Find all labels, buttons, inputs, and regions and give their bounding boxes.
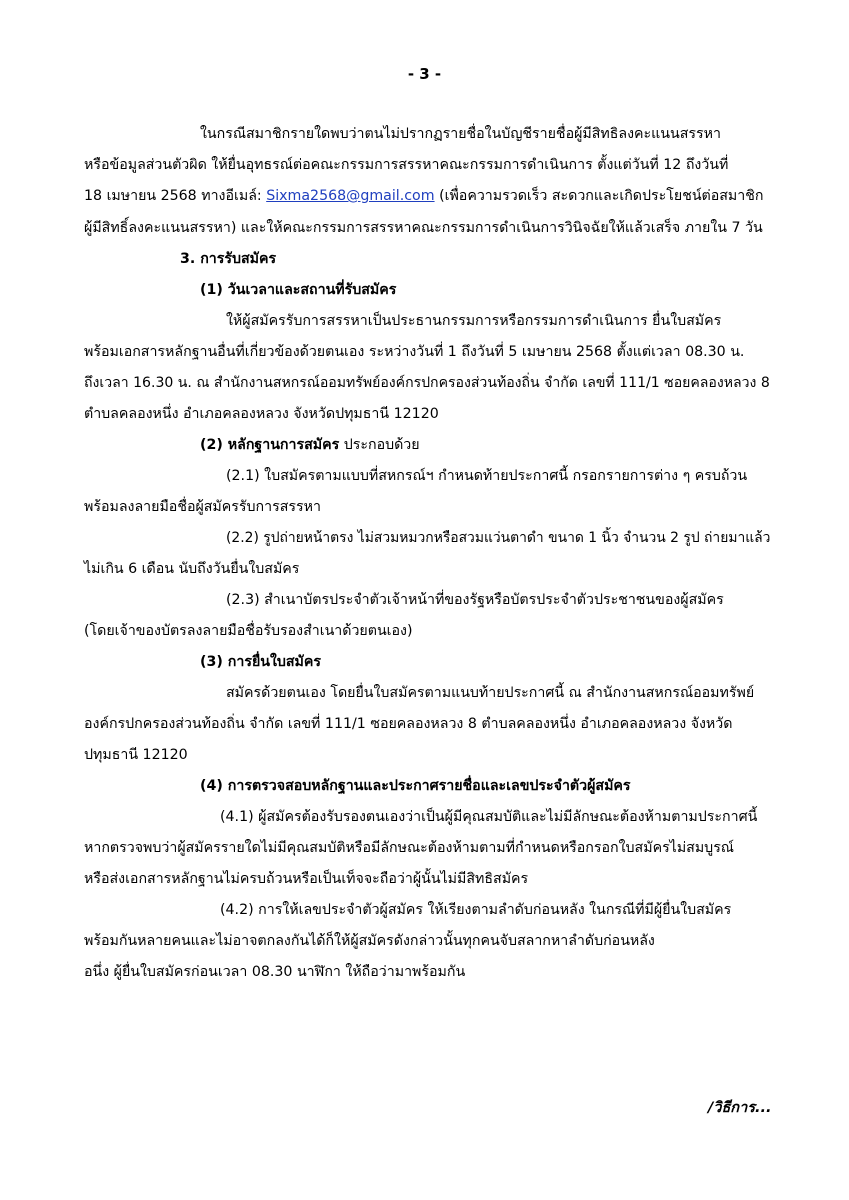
sub3-line-1: สมัครด้วยตนเอง โดยยื่นใบสมัครตามแนบท้ายประกาศนี้ ณ สำนักงานสหกรณ์ออมทรัพย์ (226, 685, 755, 701)
intro-line-4: ผู้มีสิทธิ์ลงคะแนนสรรหา) และให้คณะกรรมการสรรหาคณะกรรมการดำเนินการวินิจฉัยให้แล้วเสร็จ ภายใน 7 วัน (84, 220, 763, 236)
sub3-line-2: องค์กรปกครองส่วนท้องถิ่น จำกัด เลขที่ 111/1 ซอยคลองหลวง 8 ตำบลคลองหนึ่ง อำเภอคลองหลวง จังหวัด (84, 716, 733, 732)
sub2-heading-suffix: ประกอบด้วย (339, 437, 420, 453)
sub2-item3-line-1: (2.3) สำเนาบัตรประจำตัวเจ้าหน้าที่ของรัฐหรือบัตรประจำตัวประชาชนของผู้สมัคร (226, 592, 724, 608)
email-link[interactable]: Sixma2568@gmail.com (266, 188, 435, 204)
intro-line-1: ในกรณีสมาชิกรายใดพบว่าตนไม่ปรากฏรายชื่อในบัญชีรายชื่อผู้มีสิทธิลงคะแนนสรรหา (200, 126, 721, 142)
sub1-line-2: พร้อมเอกสารหลักฐานอื่นที่เกี่ยวข้องด้วยตนเอง ระหว่างวันที่ 1 ถึงวันที่ 5 เมษายน 2568 ตั้งแต่เวลา 08.30 น. (84, 344, 745, 360)
sub2-heading: (2) หลักฐานการสมัคร (200, 437, 340, 453)
page-number: - 3 - (407, 65, 442, 83)
section-3-heading: 3. การรับสมัคร (180, 251, 277, 267)
continuation-note: /วิธีการ... (708, 1100, 772, 1116)
intro-line-3-before: 18 เมษายน 2568 ทางอีเมล์: (84, 188, 267, 204)
sub3-heading: (3) การยื่นใบสมัคร (200, 654, 322, 670)
sub2-item1-line-2: พร้อมลงลายมือชื่อผู้สมัครรับการสรรหา (84, 499, 321, 515)
sub4-item1-line-3: หรือส่งเอกสารหลักฐานไม่ครบถ้วนหรือเป็นเท็จจะถือว่าผู้นั้นไม่มีสิทธิสมัคร (84, 871, 529, 887)
sub1-line-3: ถึงเวลา 16.30 น. ณ สำนักงานสหกรณ์ออมทรัพย์องค์กรปกครองส่วนท้องถิ่น จำกัด เลขที่ 111/1 ซอยคลองหลวง 8 (84, 375, 770, 391)
sub1-line-4: ตำบลคลองหนึ่ง อำเภอคลองหลวง จังหวัดปทุมธานี 12120 (84, 406, 439, 422)
sub2-item1-line-1: (2.1) ใบสมัครตามแบบที่สหกรณ์ฯ กำหนดท้ายประกาศนี้ กรอกรายการต่าง ๆ ครบถ้วน (226, 468, 748, 484)
sub1-heading: (1) วันเวลาและสถานที่รับสมัคร (200, 282, 397, 298)
intro-line-2: หรือข้อมูลส่วนตัวผิด ให้ยื่นอุทธรณ์ต่อคณะกรรมการสรรหาคณะกรรมการดำเนินการ ตั้งแต่วันที่ 12 ถึงวันที่ (84, 157, 729, 173)
sub4-item2-line-3: อนึ่ง ผู้ยื่นใบสมัครก่อนเวลา 08.30 นาฬิกา ให้ถือว่ามาพร้อมกัน (84, 964, 466, 980)
sub2-item3-line-2: (โดยเจ้าของบัตรลงลายมือชื่อรับรองสำเนาด้วยตนเอง) (84, 623, 413, 639)
sub4-item2-line-2: พร้อมกันหลายคนและไม่อาจตกลงกันได้ก็ให้ผู้สมัครดังกล่าวนั้นทุกคนจับสลากหาลำดับก่อนหลัง (84, 933, 655, 949)
sub4-item1-line-1: (4.1) ผู้สมัครต้องรับรองตนเองว่าเป็นผู้มีคุณสมบัติและไม่มีลักษณะต้องห้ามตามประกาศนี้ (220, 809, 758, 825)
sub2-item2-line-2: ไม่เกิน 6 เดือน นับถึงวันยื่นใบสมัคร (84, 561, 300, 577)
sub2-item2-line-1: (2.2) รูปถ่ายหน้าตรง ไม่สวมหมวกหรือสวมแว่นตาดำ ขนาด 1 นิ้ว จำนวน 2 รูป ถ่ายมาแล้ว (226, 530, 771, 546)
sub4-heading: (4) การตรวจสอบหลักฐานและประกาศรายชื่อและเลขประจำตัวผู้สมัคร (200, 778, 631, 794)
sub4-item2-line-1: (4.2) การให้เลขประจำตัวผู้สมัคร ให้เรียงตามลำดับก่อนหลัง ในกรณีที่มีผู้ยื่นใบสมัคร (220, 902, 732, 918)
sub3-line-3: ปทุมธานี 12120 (84, 747, 188, 763)
intro-line-3-after: (เพื่อความรวดเร็ว สะดวกและเกิดประโยชน์ต่อสมาชิก (434, 188, 764, 204)
sub1-line-1: ให้ผู้สมัครรับการสรรหาเป็นประธานกรรมการหรือกรรมการดำเนินการ ยื่นใบสมัคร (226, 313, 722, 329)
intro-line-3 (84, 186, 763, 206)
sub2-heading-line (200, 435, 420, 455)
sub4-item1-line-2: หากตรวจพบว่าผู้สมัครรายใดไม่มีคุณสมบัติหรือมีลักษณะต้องห้ามตามที่กำหนดหรือกรอกใบสมัครไม่สมบูรณ์ (84, 840, 734, 856)
